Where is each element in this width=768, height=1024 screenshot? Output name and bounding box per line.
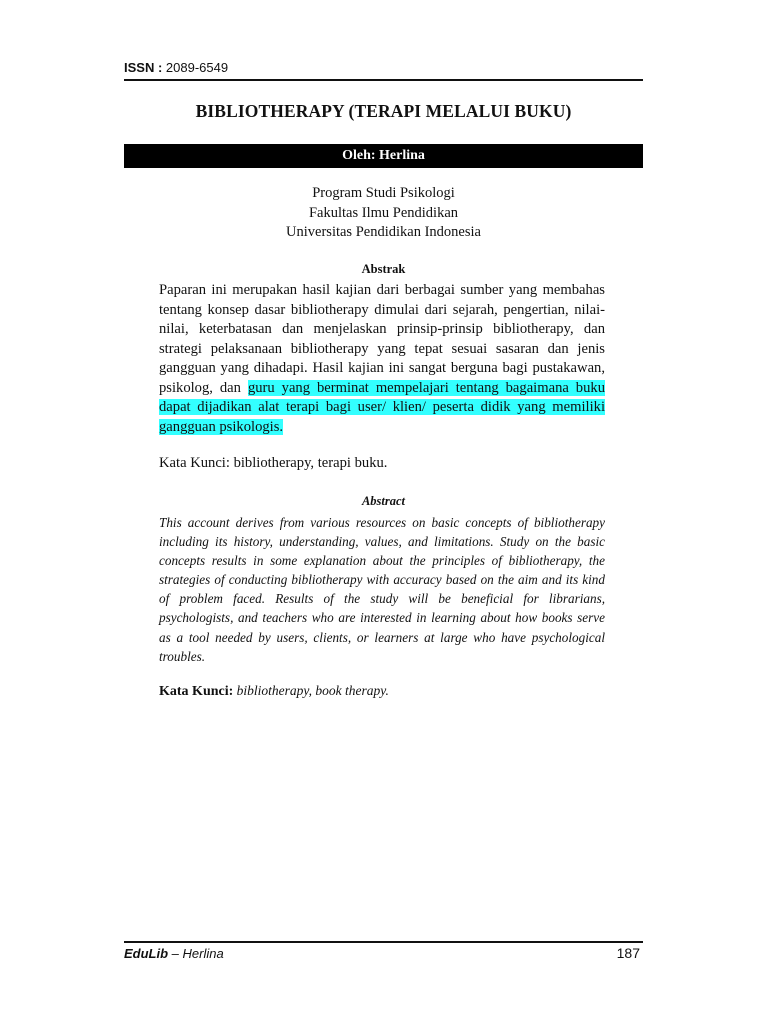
keywords-label: Kata Kunci: bbox=[159, 684, 234, 699]
affiliation-line: Fakultas Ilmu Pendidikan bbox=[308, 204, 458, 221]
page-number: 187 bbox=[616, 945, 640, 961]
header-rule bbox=[124, 79, 643, 81]
kata-kunci-id: Kata Kunci: bibliotherapy, terapi buku. bbox=[159, 455, 388, 471]
footer-author: Herlina bbox=[182, 946, 224, 961]
footer-journal: EduLib bbox=[124, 946, 169, 961]
issn-value: 2089-6549 bbox=[165, 60, 229, 75]
affiliation-block bbox=[124, 184, 643, 243]
footer-citation bbox=[124, 946, 224, 961]
kata-kunci-en bbox=[159, 683, 605, 700]
author-bar: Oleh: Herlina bbox=[124, 144, 643, 168]
footer-separator: – bbox=[168, 946, 183, 961]
affiliation-line: Universitas Pendidikan Indonesia bbox=[286, 224, 481, 240]
issn-label: ISSN : bbox=[124, 60, 163, 75]
issn-line bbox=[124, 60, 228, 75]
paper-title: BIBLIOTHERAPY (TERAPI MELALUI BUKU) bbox=[195, 101, 572, 121]
abstrak-highlighted-text: guru yang berminat mempelajari tentang bagaimana buku dapat dijadikan alat terapi bagi user/ klien/ peserta didik yang memiliki gangguan psikologis. bbox=[159, 379, 605, 435]
keywords-value: bibliotherapy, book therapy. bbox=[236, 683, 389, 698]
abstrak-heading: Abstrak bbox=[361, 262, 406, 276]
footer-rule bbox=[124, 941, 643, 943]
affiliation-line: Program Studi Psikologi bbox=[312, 185, 455, 201]
abstrak-body bbox=[159, 281, 605, 437]
abstrak-text: Paparan ini merupakan hasil kajian dari berbagai sumber yang membahas tentang konsep dasar bibliotherapy dimulai dari sejarah, pengertian, nilai-nilai, keterbatasan dan menjelaskan prinsip-prinsip bibliotherapy, dan strategi pelaksanaan bibliotherapy yang tepat sesuai sasaran dan jenis gangguan yang dihadapi. Hasil kajian ini sangat berguna bagi pustakawan, psikolog, dan bbox=[159, 282, 605, 396]
abstract-heading: Abstract bbox=[361, 494, 406, 508]
abstract-body: This account derives from various resources on basic concepts of bibliotherapy including its history, understanding, values, and limitations. Study on the basic concepts results in some explanation about the principles of bibliotherapy, the strategies of conducting bibliotherapy with accuracy based on the aim and its kind of problem faced. Results of the study will be beneficial for librarians, psychologists, and teachers who are interested in learning about how books serve as a tool needed by users, clients, or learners at large who have psychological troubles. bbox=[159, 515, 605, 664]
